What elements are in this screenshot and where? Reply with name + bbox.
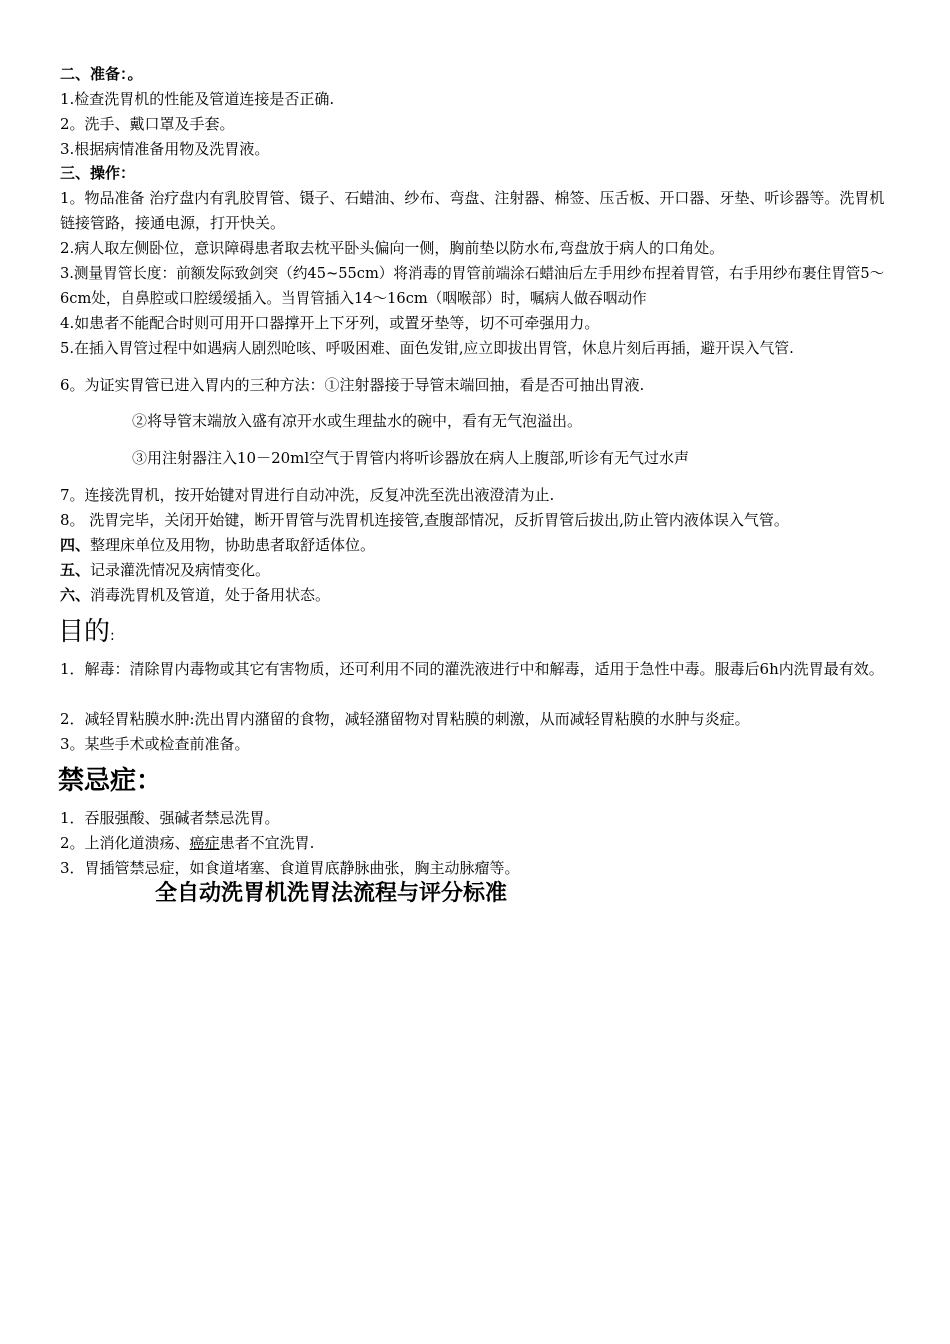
step-4-text: 整理床单位及用物，协助患者取舒适体位。 <box>90 536 376 554</box>
ops-step-3: 3.测量胃管长度：前额发际致剑突（约45~55cm）将消毒的胃管前端涂石蜡油后左手用纱布捏着胃管，右手用纱布裹住胃管5～6cm处，自鼻腔或口腔缓缓插入。当胃管插入14～16cm（咽喉部）时，嘱病人做吞咽动作 <box>60 265 885 307</box>
step-4-label: 四、 <box>60 536 91 554</box>
ops-step-4: 4.如患者不能配合时则可用开口器撑开上下牙列，或置牙垫等，切不可牵强用力。 <box>60 314 600 332</box>
ops-step-6-method-3: ③用注射器注入10－20ml空气于胃管内将听诊器放在病人上腹部,听诊有无气过水声 <box>132 449 689 467</box>
ops-step-6-method-2: ②将导管末端放入盛有凉开水或生理盐水的碗中，看有无气泡溢出。 <box>132 412 583 430</box>
step-4 <box>60 533 895 558</box>
purpose-item-3: 3。某些手术或检查前准备。 <box>60 735 250 753</box>
ops-step-6: 6。为证实胃管已进入胃内的三种方法：①注射器接于导管末端回抽，看是否可抽出胃液. <box>60 376 645 394</box>
contraindication-2-pre: 2。上消化道溃疡、 <box>60 834 190 852</box>
prep-item-2: 2。洗手、戴口罩及手套。 <box>60 115 235 133</box>
step-5 <box>60 558 895 583</box>
ops-step-2: 2.病人取左侧卧位，意识障碍患者取去枕平卧头偏向一侧，胸前垫以防水布,弯盘放于病人的口角处。 <box>60 239 725 257</box>
purpose-item-2: 2．减轻胃粘膜水肿:洗出胃内潴留的食物，减轻潴留物对胃粘膜的刺激，从而减轻胃粘膜的水肿与炎症。 <box>60 710 750 728</box>
ops-heading: 三、操作： <box>60 164 136 182</box>
contraindications-heading: 禁忌症： <box>58 766 163 796</box>
purpose-item-1: 1．解毒：清除胃内毒物或其它有害物质，还可利用不同的灌洗液进行中和解毒，适用于急性中毒。服毒后6h内洗胃最有效。 <box>60 660 884 678</box>
contraindication-3: 3．胃插管禁忌症，如食道堵塞、食道胃底静脉曲张，胸主动脉瘤等。 <box>60 859 520 877</box>
contraindication-2-underlined: 癌症 <box>189 834 220 852</box>
purpose-heading-colon: : <box>110 628 115 644</box>
prep-item-1: 1.检查洗胃机的性能及管道连接是否正确. <box>60 90 335 108</box>
prep-heading: 二、准备：。 <box>60 65 143 83</box>
ops-step-5: 5.在插入胃管过程中如遇病人剧烈呛咳、呼吸困难、面色发钳,应立即拔出胃管，休息片刻后再插，避开误入气管. <box>60 340 794 357</box>
step-5-text: 记录灌洗情况及病情变化。 <box>90 561 271 579</box>
step-5-label: 五、 <box>60 561 91 579</box>
step-6 <box>60 583 895 608</box>
ops-step-8: 8。 洗胃完毕，关闭开始键，断开胃管与洗胃机连接管,查腹部情况，反折胃管后拔出,防止管内液体误入气管。 <box>60 511 789 529</box>
ops-step-7: 7。连接洗胃机，按开始键对胃进行自动冲洗，反复冲洗至洗出液澄清为止. <box>60 486 555 504</box>
step-6-text: 消毒洗胃机及管道，处于备用状态。 <box>90 586 331 604</box>
section-title: 全自动洗胃机洗胃法流程与评分标准 <box>155 881 508 906</box>
contraindication-2-post: 患者不宜洗胃. <box>219 834 315 852</box>
step-6-label: 六、 <box>60 586 91 604</box>
contraindication-1: 1．吞服强酸、强碱者禁忌洗胃。 <box>60 809 280 827</box>
purpose-heading <box>58 615 115 653</box>
purpose-heading-text: 目的 <box>58 617 111 647</box>
contraindication-2 <box>60 831 895 856</box>
prep-item-3: 3.根据病情准备用物及洗胃液。 <box>60 140 270 158</box>
ops-step-1: 1。物品准备 治疗盘内有乳胶胃管、镊子、石蜡油、纱布、弯盘、注射器、棉签、压舌板、开口器、牙垫、听诊器等。洗胃机链接管路，接通电源，打开快关。 <box>60 189 885 232</box>
